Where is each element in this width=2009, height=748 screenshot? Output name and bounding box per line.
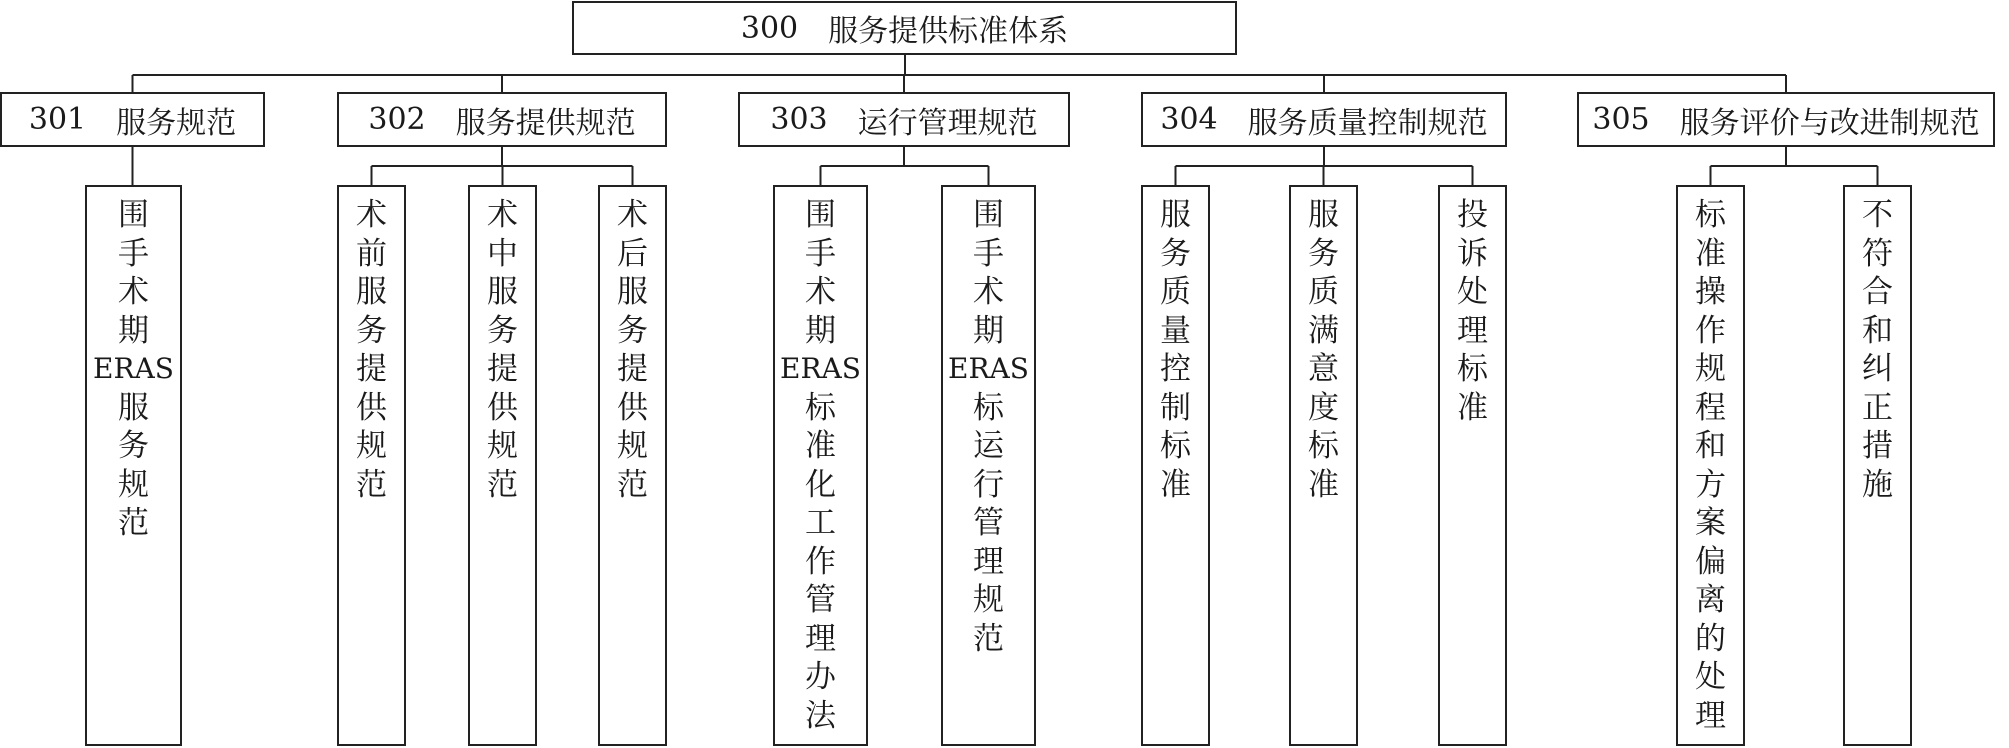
leaf-text-char: 术: [356, 197, 387, 233]
leaf-text-char: 理: [1695, 697, 1726, 734]
leaf-text-char: 务: [118, 428, 149, 464]
leaf-text-char: 标: [1695, 197, 1726, 233]
leaf-text-char: 手: [973, 235, 1004, 272]
leaf-text-char: 意: [1308, 351, 1339, 387]
leaf-text-char: 和: [1862, 312, 1893, 349]
leaf-text-char: 服: [118, 389, 149, 426]
leaf-text-char: 务: [487, 312, 518, 349]
leaf-text-char: 提: [617, 351, 648, 387]
leaf-text-char: 运: [973, 428, 1004, 464]
group-code: 304: [1160, 102, 1218, 137]
leaf-text-char: 务: [617, 312, 648, 349]
leaf-text-char: 案: [1695, 505, 1726, 541]
leaf-node-303-1: [773, 185, 868, 746]
leaf-text-char: 期: [805, 312, 836, 349]
leaf-text-char: 管: [805, 582, 836, 618]
leaf-text-char: 标: [973, 389, 1004, 426]
leaf-node-304-2: [1289, 185, 1358, 746]
leaf-node-303-2: [941, 185, 1036, 746]
leaf-text-char: 处: [1695, 659, 1726, 695]
leaf-text-char: 围: [973, 197, 1004, 233]
leaf-text-char: 偏: [1695, 543, 1726, 580]
leaf-text-char: 期: [118, 312, 149, 349]
leaf-text-char: 范: [487, 466, 518, 503]
leaf-text-char: 术: [487, 197, 518, 233]
leaf-node-305-2: [1843, 185, 1912, 746]
leaf-text-char: 和: [1695, 428, 1726, 464]
leaf-text-char: 诉: [1457, 235, 1488, 272]
leaf-text-char: 制: [1160, 389, 1191, 426]
leaf-node-304-1: [1141, 185, 1210, 746]
leaf-text-char: 度: [1308, 389, 1339, 426]
leaf-text-char: 务: [356, 312, 387, 349]
leaf-text-char: 操: [1695, 274, 1726, 310]
leaf-text-char: 理: [973, 543, 1004, 580]
leaf-text-char: 理: [805, 620, 836, 657]
leaf-text-char: 范: [118, 505, 149, 541]
leaf-text-char: 准: [1308, 466, 1339, 503]
leaf-text-char: ERAS: [948, 352, 1029, 385]
leaf-text-char: 服: [1308, 197, 1339, 233]
leaf-text-char: 服: [356, 274, 387, 310]
group-node-301: [0, 92, 265, 147]
leaf-text-char: 施: [1862, 466, 1893, 503]
leaf-text-char: 提: [487, 351, 518, 387]
leaf-text-char: 方: [1695, 466, 1726, 503]
leaf-text-char: 处: [1457, 274, 1488, 310]
group-title: 运行管理规范: [857, 105, 1038, 141]
leaf-text-char: 规: [356, 428, 387, 464]
leaf-text-char: 术: [973, 274, 1004, 310]
leaf-text-char: 范: [356, 466, 387, 503]
leaf-text-char: 手: [118, 235, 149, 272]
leaf-text-char: 术: [805, 274, 836, 310]
leaf-text-char: 准: [1457, 389, 1488, 426]
leaf-text-char: 围: [118, 197, 149, 233]
leaf-text-char: 供: [356, 389, 387, 426]
leaf-text-char: 的: [1695, 620, 1726, 657]
leaf-text-char: 服: [617, 274, 648, 310]
root-title: 服务提供标准体系: [828, 14, 1069, 49]
group-node-304: [1141, 92, 1507, 147]
leaf-text-char: 期: [973, 312, 1004, 349]
leaf-node-302-3: [598, 185, 667, 746]
leaf-text-char: 规: [118, 466, 149, 503]
leaf-text-char: 范: [617, 466, 648, 503]
group-title: 服务提供规范: [455, 105, 636, 141]
leaf-node-302-1: [337, 185, 406, 746]
leaf-text-char: 合: [1862, 274, 1893, 310]
leaf-text-char: 标: [1308, 428, 1339, 464]
leaf-text-char: 行: [973, 466, 1004, 503]
leaf-text-char: 办: [805, 659, 836, 695]
leaf-text-char: 化: [805, 466, 836, 503]
leaf-text-char: 满: [1308, 312, 1339, 349]
leaf-text-char: 质: [1160, 274, 1191, 310]
leaf-text-char: 作: [1695, 312, 1726, 349]
leaf-text-char: 措: [1862, 428, 1893, 464]
leaf-text-char: 规: [487, 428, 518, 464]
leaf-node-305-1: [1676, 185, 1745, 746]
group-node-303: [738, 92, 1070, 147]
leaf-text-char: ERAS: [93, 352, 174, 385]
root-node: [572, 1, 1237, 55]
leaf-text-char: 控: [1160, 351, 1191, 387]
leaf-text-char: 正: [1862, 389, 1893, 426]
leaf-text-char: 供: [487, 389, 518, 426]
leaf-text-char: 中: [487, 235, 518, 272]
leaf-text-char: 管: [973, 505, 1004, 541]
group-node-305: [1577, 92, 1995, 147]
group-title: 服务规范: [116, 105, 237, 141]
leaf-text-char: 术: [118, 274, 149, 310]
leaf-text-char: 离: [1695, 582, 1726, 618]
leaf-text-char: 后: [617, 235, 648, 272]
group-code: 303: [770, 102, 828, 137]
leaf-text-char: 程: [1695, 389, 1726, 426]
leaf-text-char: ERAS: [780, 352, 861, 385]
leaf-node-301-1: [85, 185, 182, 746]
leaf-node-304-3: [1438, 185, 1507, 746]
leaf-text-char: 准: [805, 428, 836, 464]
leaf-text-char: 准: [1695, 235, 1726, 272]
leaf-text-char: 标: [1457, 351, 1488, 387]
leaf-text-char: 务: [1160, 235, 1191, 272]
group-title: 服务质量控制规范: [1247, 105, 1488, 141]
group-code: 302: [368, 102, 426, 137]
leaf-text-char: 提: [356, 351, 387, 387]
group-node-302: [337, 92, 667, 147]
group-code: 301: [28, 102, 87, 137]
leaf-node-302-2: [468, 185, 537, 746]
leaf-text-char: 标: [805, 389, 836, 426]
leaf-text-char: 投: [1457, 197, 1488, 233]
leaf-text-char: 手: [805, 235, 836, 272]
leaf-text-char: 规: [973, 582, 1004, 618]
leaf-text-char: 作: [805, 543, 836, 580]
group-code: 305: [1592, 102, 1650, 137]
leaf-text-char: 法: [805, 697, 836, 734]
leaf-text-char: 术: [617, 197, 648, 233]
leaf-text-char: 供: [617, 389, 648, 426]
root-code: 300: [740, 10, 799, 46]
group-title: 服务评价与改进制规范: [1679, 105, 1980, 141]
leaf-text-char: 理: [1457, 312, 1488, 349]
leaf-text-char: 质: [1308, 274, 1339, 310]
leaf-text-char: 规: [617, 428, 648, 464]
leaf-text-char: 工: [805, 505, 836, 541]
leaf-text-char: 准: [1160, 466, 1191, 503]
leaf-text-char: 规: [1695, 351, 1726, 387]
leaf-text-char: 符: [1862, 235, 1893, 272]
leaf-text-char: 不: [1862, 197, 1893, 233]
leaf-text-char: 量: [1160, 312, 1191, 349]
leaf-text-char: 服: [487, 274, 518, 310]
leaf-text-char: 围: [805, 197, 836, 233]
leaf-text-char: 务: [1308, 235, 1339, 272]
leaf-text-char: 服: [1160, 197, 1191, 233]
leaf-text-char: 范: [973, 620, 1004, 657]
leaf-text-char: 标: [1160, 428, 1191, 464]
leaf-text-char: 前: [356, 235, 387, 272]
leaf-text-char: 纠: [1862, 351, 1893, 387]
